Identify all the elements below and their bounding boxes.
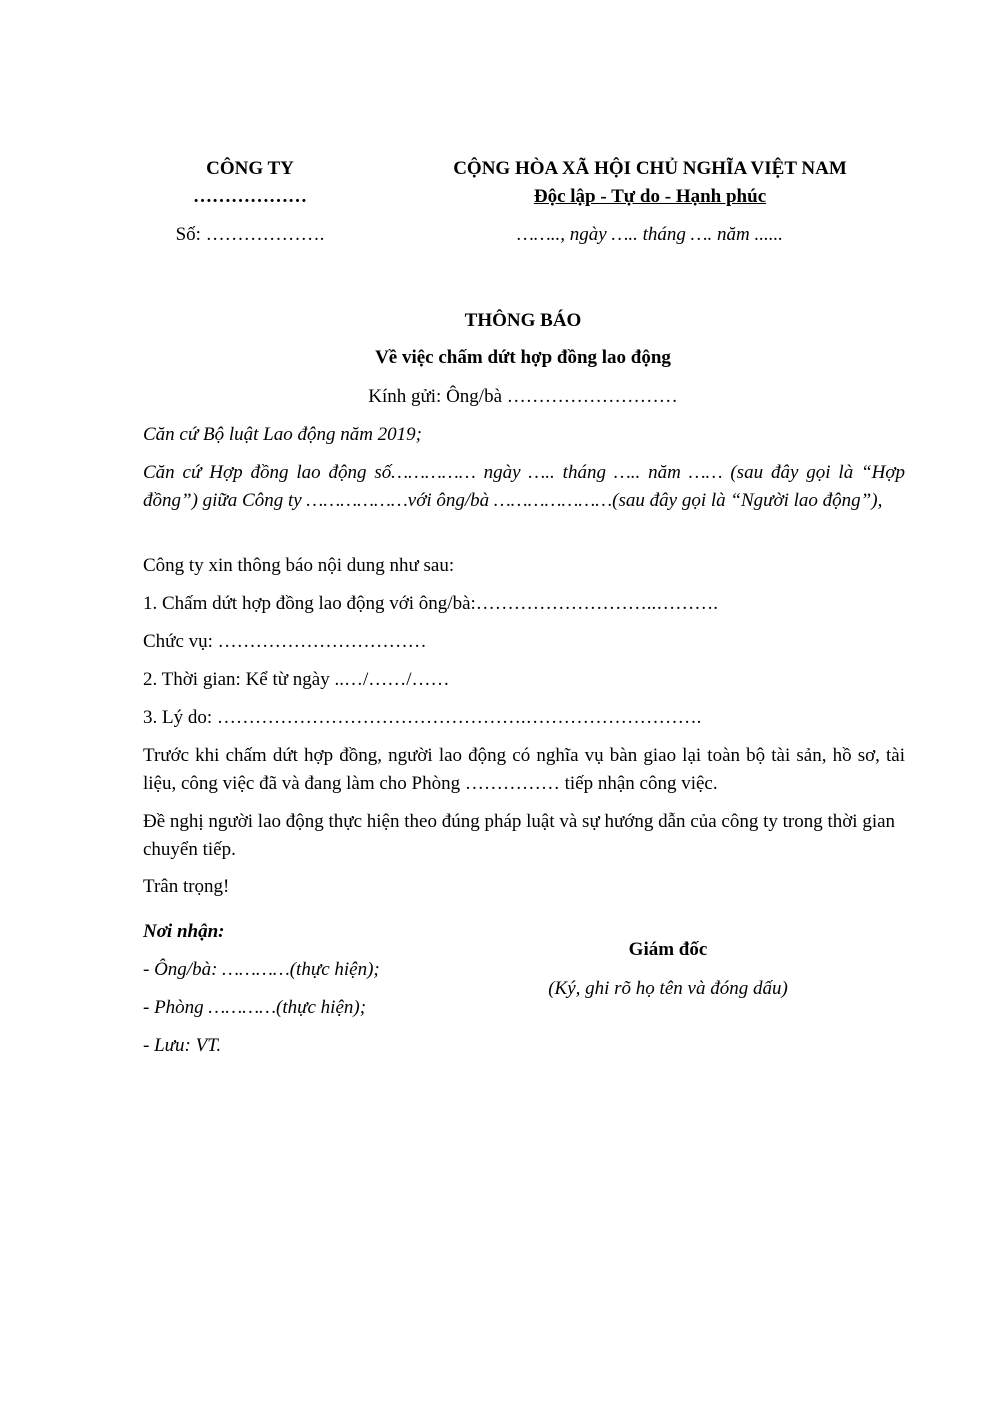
recipient-item: - Lưu: VT. xyxy=(143,1035,222,1056)
signature-instruction: (Ký, ghi rõ họ tên và đóng dấu) xyxy=(548,978,788,999)
document-number: Số: ………………. xyxy=(175,224,325,245)
company-name-placeholder: ……………… xyxy=(193,186,307,207)
document-subject: Về việc chấm dứt hợp đồng lao động xyxy=(375,347,671,368)
legal-basis-contract: Căn cứ Hợp đồng lao động số…………… ngày ….. tháng ….. năm …… (sau đây gọi là “Hợp đồng”) giữa Công ty ………………với ông/bà …………………(sau đây gọi là “Người lao động”), xyxy=(143,462,905,511)
place-date-line: …….., ngày ….. tháng …. năm ...... xyxy=(516,224,783,245)
document-title: THÔNG BÁO xyxy=(464,310,582,331)
national-motto: Độc lập - Tự do - Hạnh phúc xyxy=(533,186,767,207)
header-company-block xyxy=(150,155,350,249)
recipient-item: - Ông/bà: …………(thực hiện); xyxy=(143,959,380,980)
nation-title: CỘNG HÒA XÃ HỘI CHỦ NGHĨA VIỆT NAM xyxy=(453,158,847,179)
recipient-item: - Phòng …………(thực hiện); xyxy=(143,997,367,1018)
item-position: Chức vụ: …………………………… xyxy=(143,631,427,652)
recipients-heading: Nơi nhận: xyxy=(143,921,225,942)
header-nation-block xyxy=(395,155,905,249)
signer-title: Giám đốc xyxy=(628,939,708,960)
handover-paragraph: Trước khi chấm dứt hợp đồng, người lao động có nghĩa vụ bàn giao lại toàn bộ tài sản, hồ sơ, tài liệu, công việc đã và đang làm cho Phòng …………… tiếp nhận công việc. xyxy=(143,745,905,794)
closing-greeting: Trân trọng! xyxy=(143,876,230,897)
item-reason: 3. Lý do: ………………………………………….………………………. xyxy=(143,707,702,728)
item-terminate-employee: 1. Chấm dứt hợp đồng lao động với ông/bà:………………………..………. xyxy=(143,593,719,614)
legal-basis-labor-code: Căn cứ Bộ luật Lao động năm 2019; xyxy=(143,424,422,445)
request-paragraph: Đề nghị người lao động thực hiện theo đúng pháp luật và sự hướng dẫn của công ty trong thời gian chuyển tiếp. xyxy=(143,811,896,860)
company-label: CÔNG TY xyxy=(206,158,294,179)
recipient-line: Kính gửi: Ông/bà ……………………… xyxy=(368,386,678,407)
notice-intro: Công ty xin thông báo nội dung như sau: xyxy=(143,555,455,576)
item-effective-date: 2. Thời gian: Kể từ ngày ..…/……/…… xyxy=(143,669,450,690)
